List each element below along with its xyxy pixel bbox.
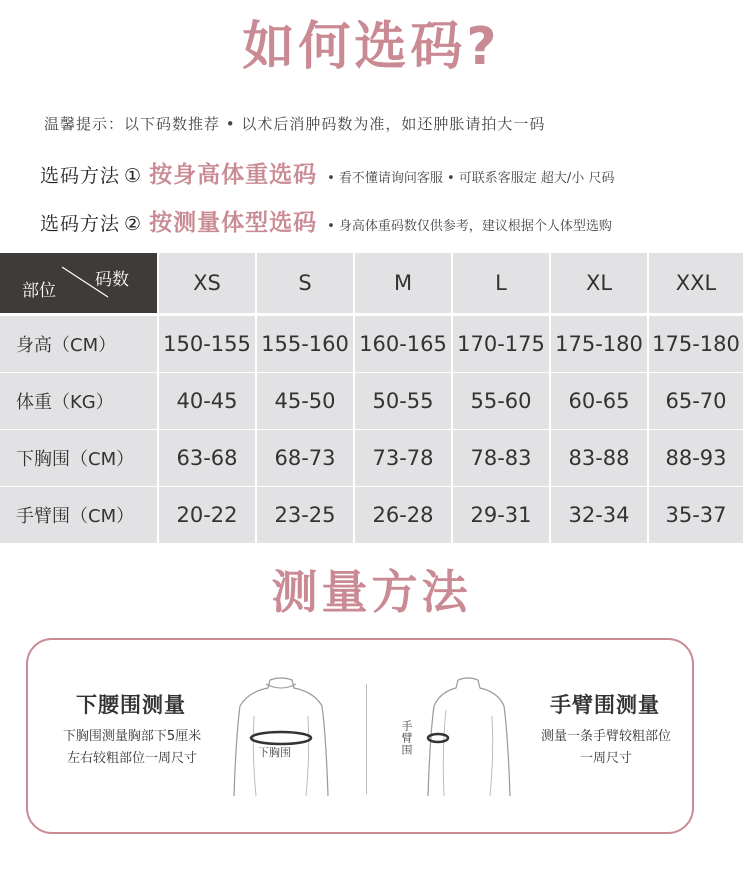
size-header: M: [355, 253, 451, 313]
table-cell: 170-175: [453, 316, 549, 372]
measure-section-title: 测量方法: [271, 565, 472, 619]
size-table: [0, 253, 743, 544]
table-cell: 32-34: [551, 487, 647, 543]
size-header: XL: [551, 253, 647, 313]
method-note: • 身高体重码数仅供参考，建议根据个人体型选购: [327, 219, 612, 234]
method-label: 选码方法: [40, 165, 121, 187]
method-2: [40, 204, 612, 237]
table-cell: 50-55: [355, 373, 451, 429]
method-number: ②: [124, 213, 142, 235]
table-row: [0, 487, 743, 543]
underbust-figure-label: 下胸围: [258, 746, 291, 759]
table-cell: 60-65: [551, 373, 647, 429]
row-label: 身高（CM）: [0, 316, 157, 372]
corner-label-part: 部位: [22, 281, 56, 301]
table-cell: 88-93: [649, 430, 743, 486]
right-measure-text-line: 测量一条手臂较粗部位: [540, 729, 671, 744]
row-label: 体重（KG）: [0, 373, 157, 429]
table-cell: 175-180: [649, 316, 743, 372]
table-cell: 26-28: [355, 487, 451, 543]
right-measure-title: 手臂围测量: [550, 693, 660, 717]
left-measure-text-line: 下胸围测量胸部下5厘米: [62, 729, 202, 744]
table-cell: 68-73: [257, 430, 353, 486]
torso-figure-icon: [226, 676, 336, 800]
arm-figure-icon: [410, 676, 520, 800]
table-cell: 65-70: [649, 373, 743, 429]
left-measure-title: 下腰围测量: [76, 693, 186, 717]
page-title: 如何选码?: [242, 17, 501, 77]
method-highlight: 按测量体型选码: [149, 210, 318, 236]
table-cell: 29-31: [453, 487, 549, 543]
method-highlight: 按身高体重选码: [149, 162, 318, 188]
table-cell: 40-45: [159, 373, 255, 429]
row-label: 手臂围（CM）: [0, 487, 157, 543]
table-cell: 150-155: [159, 316, 255, 372]
table-row: [0, 316, 743, 372]
table-cell: 35-37: [649, 487, 743, 543]
method-number: ①: [124, 165, 142, 187]
table-header-row: [0, 253, 743, 313]
table-cell: 73-78: [355, 430, 451, 486]
method-label: 选码方法: [40, 213, 121, 235]
table-cell: 63-68: [159, 430, 255, 486]
arm-figure-label: 手臂围: [400, 720, 413, 756]
table-cell: 23-25: [257, 487, 353, 543]
size-header: XXL: [649, 253, 743, 313]
tip-text: 温馨提示：以下码数推荐 • 以术后消肿码数为准，如还肿胀请拍大一码: [44, 115, 546, 133]
left-measure-text-line: 左右较粗部位一周尺寸: [66, 751, 197, 766]
section-divider: [366, 684, 367, 794]
size-header: L: [453, 253, 549, 313]
table-corner-cell: [0, 253, 157, 313]
table-cell: 83-88: [551, 430, 647, 486]
table-cell: 45-50: [257, 373, 353, 429]
table-cell: 78-83: [453, 430, 549, 486]
size-header: XS: [159, 253, 255, 313]
table-row: [0, 430, 743, 486]
method-1: [40, 156, 614, 189]
table-cell: 155-160: [257, 316, 353, 372]
table-cell: 175-180: [551, 316, 647, 372]
row-label: 下胸围（CM）: [0, 430, 157, 486]
method-note: • 看不懂请询问客服 • 可联系客服定 超大/小 尺码: [327, 171, 615, 186]
table-row: [0, 373, 743, 429]
table-cell: 55-60: [453, 373, 549, 429]
table-cell: 20-22: [159, 487, 255, 543]
size-header: S: [257, 253, 353, 313]
right-measure-text-line: 一周尺寸: [579, 751, 632, 766]
table-cell: 160-165: [355, 316, 451, 372]
corner-label-size: 码数: [95, 270, 129, 290]
